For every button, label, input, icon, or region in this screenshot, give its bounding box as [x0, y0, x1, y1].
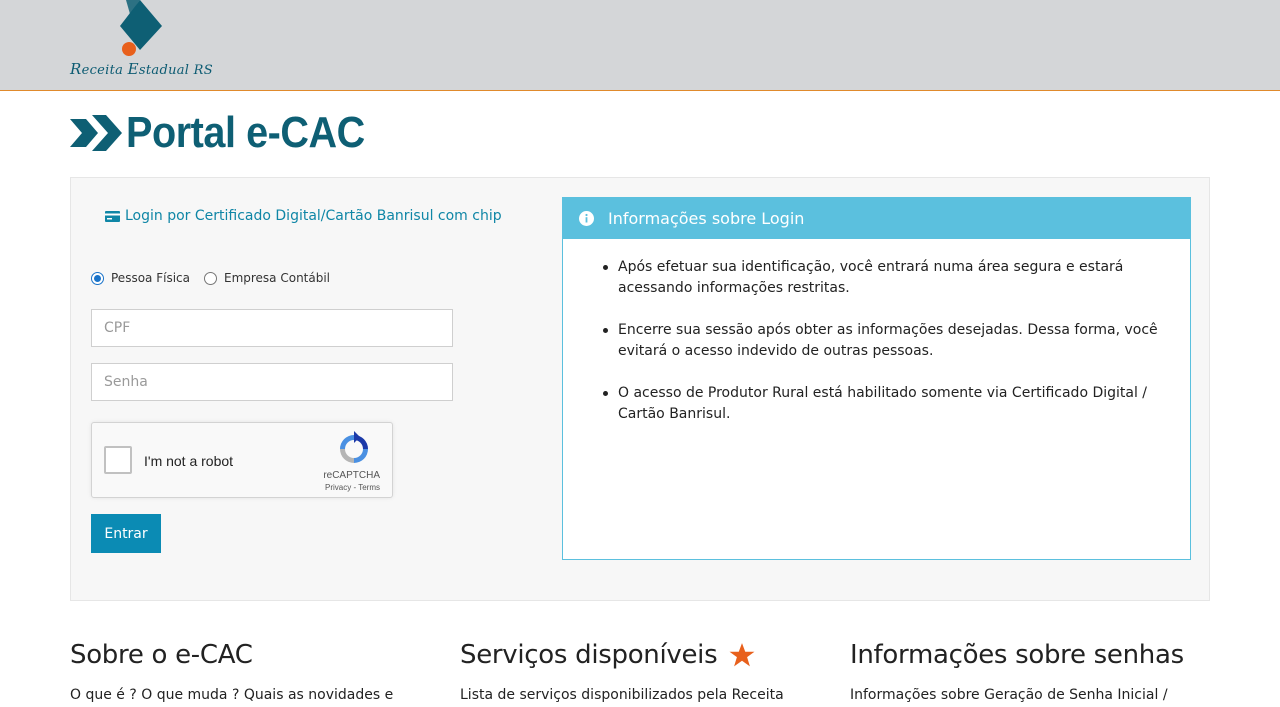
- radio-unchecked-icon[interactable]: [204, 272, 217, 285]
- user-type-radio-group: [91, 271, 344, 285]
- login-info-header: [563, 198, 1190, 239]
- recaptcha-terms-link[interactable]: Privacy - Terms: [325, 483, 380, 492]
- page-title: Portal e-CAC: [126, 108, 365, 157]
- cpf-input[interactable]: [91, 309, 453, 347]
- radio-empresa-contabil[interactable]: [204, 271, 330, 285]
- section-senhas-title[interactable]: Informações sobre senhas: [850, 640, 1184, 670]
- radio-pessoa-fisica[interactable]: [91, 271, 190, 285]
- site-header: [0, 0, 1280, 91]
- recaptcha-widget: [91, 422, 393, 498]
- receita-estadual-logo[interactable]: [70, 0, 230, 85]
- login-panel: [70, 177, 1210, 601]
- recaptcha-brand: reCAPTCHA: [323, 470, 380, 481]
- logo-diamond-icon: [70, 0, 230, 60]
- login-info-list: [563, 239, 1190, 425]
- login-info-title: Informações sobre Login: [608, 209, 805, 228]
- recaptcha-logo-icon: [336, 431, 372, 467]
- info-icon: [579, 211, 594, 226]
- section-senhas-text: Informações sobre Geração de Senha Inicial /: [850, 687, 1168, 703]
- certificate-login-link[interactable]: [105, 208, 502, 224]
- section-servicos-title[interactable]: Serviços disponíveis: [460, 640, 820, 670]
- page-title-row: [70, 108, 391, 158]
- recaptcha-label: I'm not a robot: [144, 453, 234, 469]
- list-item: O acesso de Produtor Rural está habilitado somente via Certificado Digital / Cartão Banrisul.: [603, 383, 1160, 425]
- section-sobre: [70, 640, 430, 706]
- double-chevron-icon: [70, 113, 122, 153]
- section-servicos: [460, 640, 820, 706]
- certificate-login-label: Login por Certificado Digital/Cartão Banrisul com chip: [125, 208, 502, 224]
- section-sobre-title[interactable]: Sobre o e-CAC: [70, 640, 253, 670]
- section-senhas: [850, 640, 1210, 706]
- section-servicos-text: Lista de serviços disponibilizados pela Receita: [460, 687, 784, 703]
- list-item: Encerre sua sessão após obter as informações desejadas. Dessa forma, você evitará o acesso indevido de outras pessoas.: [603, 320, 1160, 362]
- radio-empresa-contabil-label: Empresa Contábil: [223, 271, 331, 285]
- login-info-box: [562, 197, 1191, 560]
- logo-text: Receita Estadual RS: [70, 60, 213, 78]
- star-icon: [729, 642, 755, 668]
- radio-checked-icon[interactable]: [91, 272, 104, 285]
- entrar-button[interactable]: Entrar: [91, 514, 161, 553]
- radio-pessoa-fisica-label: Pessoa Física: [111, 271, 190, 285]
- senha-input[interactable]: [91, 363, 453, 401]
- list-item: Após efetuar sua identificação, você entrará numa área segura e estará acessando informações restritas.: [603, 257, 1160, 299]
- section-sobre-text: O que é ? O que muda ? Quais as novidades e: [70, 687, 394, 703]
- credit-card-icon: [105, 211, 120, 222]
- recaptcha-checkbox[interactable]: [104, 446, 132, 474]
